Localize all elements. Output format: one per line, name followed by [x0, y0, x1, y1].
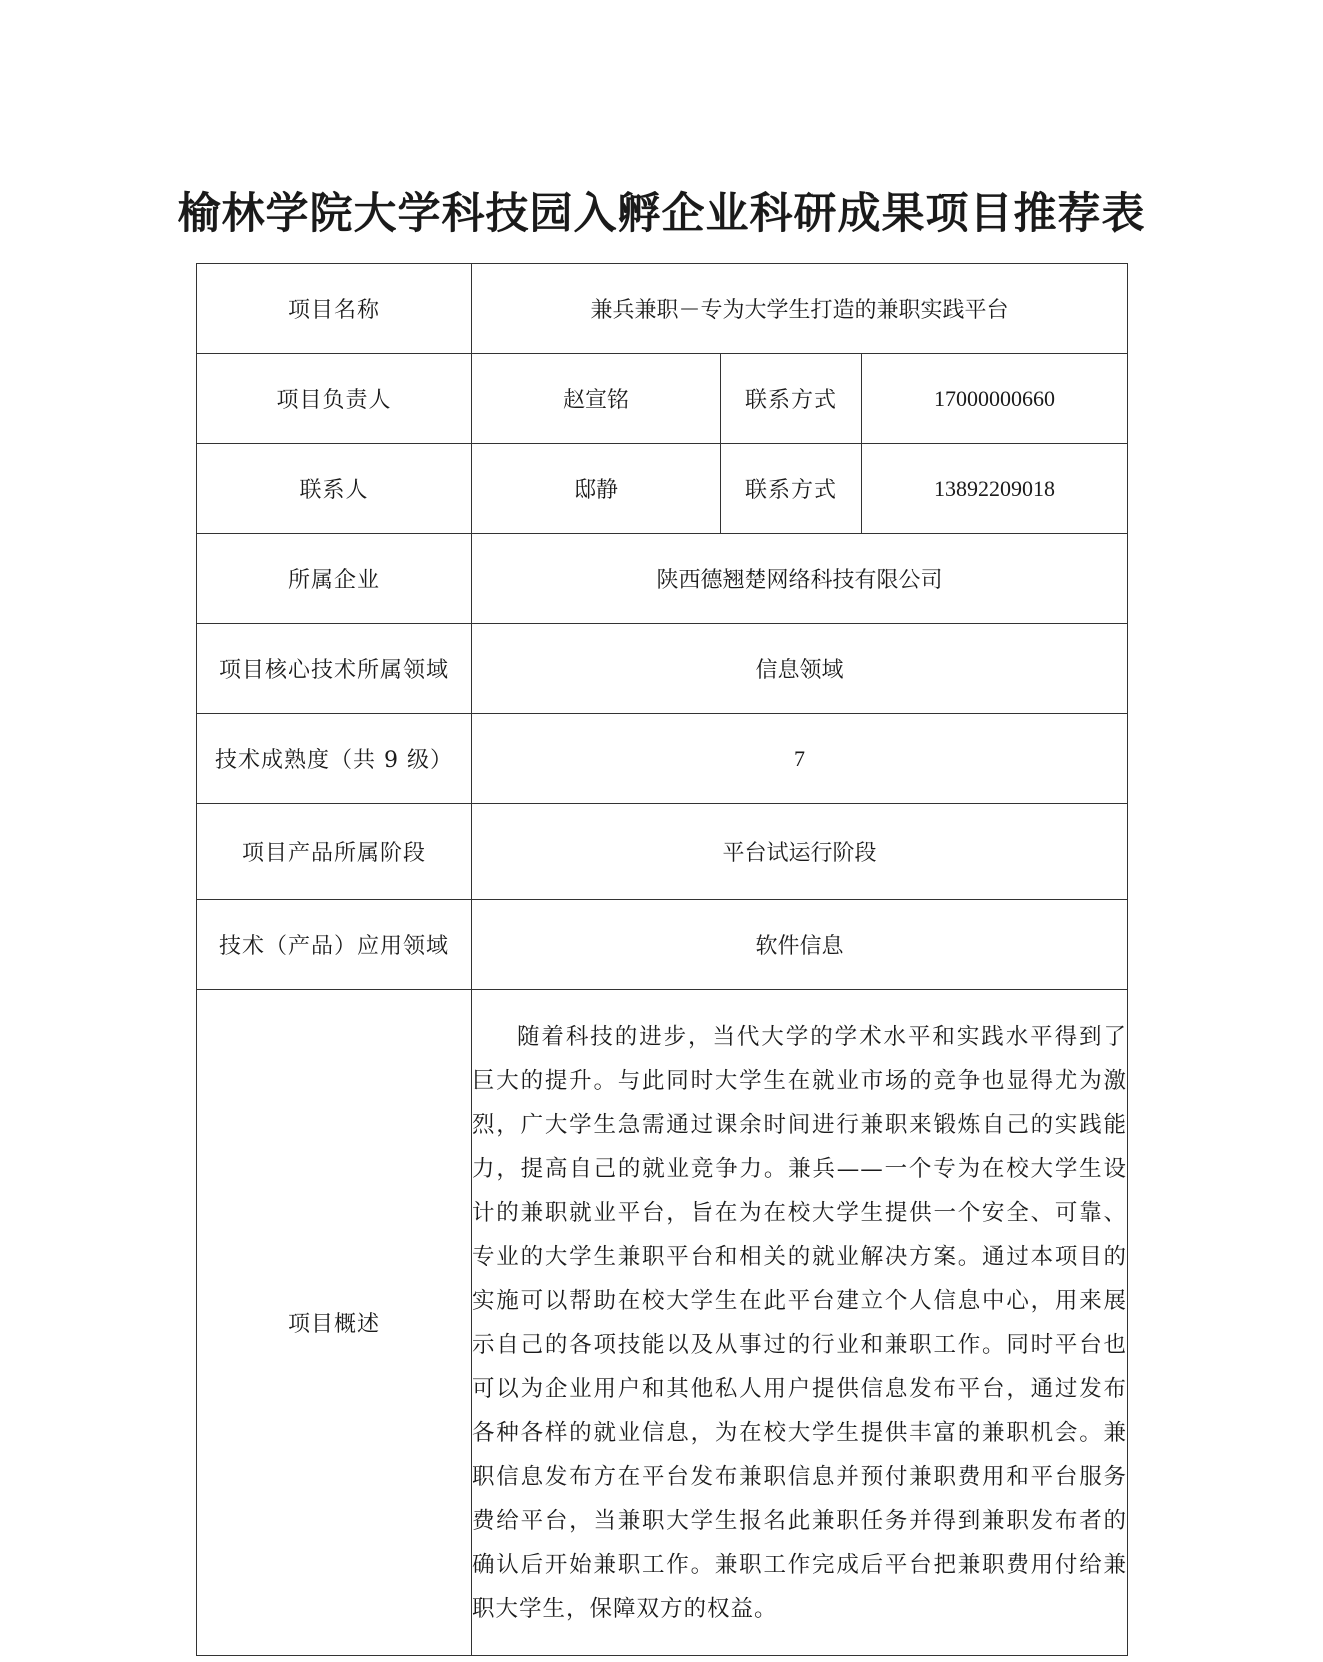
summary-label: 项目概述 — [197, 990, 472, 1656]
application-value: 软件信息 — [472, 900, 1128, 990]
leader-contact-label: 联系方式 — [721, 354, 862, 444]
contact-person-label: 联系人 — [197, 444, 472, 534]
row-project-leader — [197, 354, 1128, 444]
row-stage — [197, 804, 1128, 900]
stage-value: 平台试运行阶段 — [472, 804, 1128, 900]
leader-value: 赵宣铭 — [472, 354, 721, 444]
row-contact-person — [197, 444, 1128, 534]
row-summary — [197, 990, 1128, 1656]
contact-person-contact-value: 13892209018 — [862, 444, 1128, 534]
company-label: 所属企业 — [197, 534, 472, 624]
leader-contact-value: 17000000660 — [862, 354, 1128, 444]
row-tech-field — [197, 624, 1128, 714]
summary-cell — [472, 990, 1128, 1656]
maturity-value: 7 — [472, 714, 1128, 804]
row-company — [197, 534, 1128, 624]
project-name-value: 兼兵兼职－专为大学生打造的兼职实践平台 — [472, 264, 1128, 354]
contact-person-value: 邸静 — [472, 444, 721, 534]
row-project-name — [197, 264, 1128, 354]
row-application — [197, 900, 1128, 990]
row-maturity — [197, 714, 1128, 804]
tech-field-label: 项目核心技术所属领域 — [197, 624, 472, 714]
stage-label: 项目产品所属阶段 — [197, 804, 472, 900]
document-title: 榆林学院大学科技园入孵企业科研成果项目推荐表 — [177, 189, 1146, 239]
summary-text: 随着科技的进步，当代大学的学术水平和实践水平得到了巨大的提升。与此同时大学生在就业市场的竞争也显得尤为激烈，广大学生急需通过课余时间进行兼职来锻炼自己的实践能力，提高自己的就业竞争力。兼兵——一个专为在校大学生设计的兼职就业平台，旨在为在校大学生提供一个安全、可靠、专业的大学生兼职平台和相关的就业解决方案。通过本项目的实施可以帮助在校大学生在此平台建立个人信息中心，用来展示自己的各项技能以及从事过的行业和兼职工作。同时平台也可以为企业用户和其他私人用户提供信息发布平台，通过发布各种各样的就业信息，为在校大学生提供丰富的兼职机会。兼职信息发布方在平台发布兼职信息并预付兼职费用和平台服务费给平台，当兼职大学生报名此兼职任务并得到兼职发布者的确认后开始兼职工作。兼职工作完成后平台把兼职费用付给兼职大学生，保障双方的权益。 — [472, 1023, 1127, 1622]
maturity-label: 技术成熟度（共 9 级） — [197, 714, 472, 804]
recommendation-form-table — [196, 263, 1128, 1656]
project-name-label: 项目名称 — [197, 264, 472, 354]
company-value: 陕西德翘楚网络科技有限公司 — [472, 534, 1128, 624]
application-label: 技术（产品）应用领域 — [197, 900, 472, 990]
contact-person-contact-label: 联系方式 — [721, 444, 862, 534]
tech-field-value: 信息领域 — [472, 624, 1128, 714]
leader-label: 项目负责人 — [197, 354, 472, 444]
